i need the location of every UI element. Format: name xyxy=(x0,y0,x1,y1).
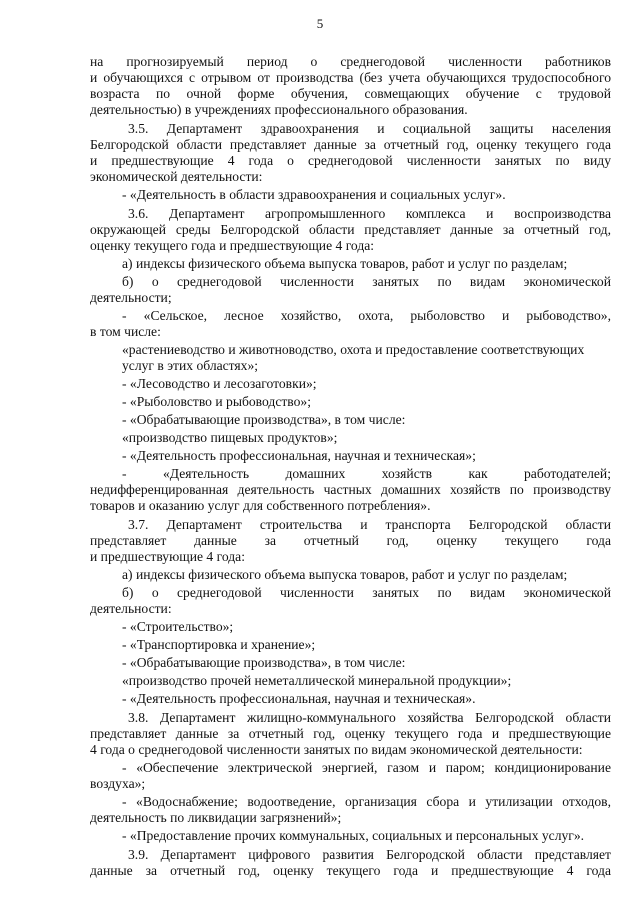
section-3-6-heading: 3.6. Департамент агропромышленного комплекса и воспроизводства xyxy=(128,206,611,221)
list-item: а) индексы физического объема выпуска товаров, работ и услуг по разделам; xyxy=(122,256,568,271)
list-item: - «Обеспечение электрической энергией, газом и паром; кондиционирование xyxy=(122,760,611,775)
list-item: - «Предоставление прочих коммунальных, социальных и персональных услуг». xyxy=(122,828,585,843)
list-item: - «Водоснабжение; водоотведение, организация сбора и утилизации отходов, xyxy=(122,794,611,809)
text-line: деятельности: xyxy=(90,601,172,616)
text-line: экономической деятельности: xyxy=(90,169,263,184)
text-line: представляет данные за отчетный год, оценку текущего года xyxy=(90,533,611,548)
section-3-5-heading: 3.5. Департамент здравоохранения и социальной защиты населения xyxy=(128,121,611,136)
section-3-9-heading: 3.9. Департамент цифрового развития Белгородской области представляет xyxy=(128,847,611,862)
text-line: на прогнозируемый период о среднегодовой численности работников xyxy=(90,54,611,69)
text-line: услуг в этих областях»; xyxy=(122,358,259,373)
list-item: - «Строительство»; xyxy=(122,619,234,634)
text-line: окружающей среды Белгородской области представляет данные за отчетный год, xyxy=(90,222,611,237)
list-item: - «Обрабатывающие производства», в том числе: xyxy=(122,412,406,427)
list-item: - «Деятельность профессиональная, научная и техническая»; xyxy=(122,448,476,463)
text-line: и обучающихся с отрывом от производства (без учета обучающихся трудоспособного xyxy=(90,70,611,85)
text-line: деятельностью) в учреждениях профессионального образования. xyxy=(90,102,468,117)
list-item: а) индексы физического объема выпуска товаров, работ и услуг по разделам; xyxy=(122,567,568,582)
text-line: и предшествующие 4 года: xyxy=(90,549,245,564)
text-line: деятельность по ликвидации загрязнений»; xyxy=(90,810,342,825)
list-item: «производство пищевых продуктов»; xyxy=(122,430,338,445)
list-item: «производство прочей неметаллической минеральной продукции»; xyxy=(122,673,512,688)
list-item: - «Обрабатывающие производства», в том числе: xyxy=(122,655,406,670)
text-line: недифференцированная деятельность частных домашних хозяйств по производству xyxy=(90,482,611,497)
list-item: - «Деятельность домашних хозяйств как работодателей; xyxy=(122,466,611,481)
text-line: в том числе: xyxy=(90,324,161,339)
text-line: деятельности; xyxy=(90,290,172,305)
text-line: воздуха»; xyxy=(90,776,146,791)
text-line: 4 года о среднегодовой численности занятых по видам экономической деятельности: xyxy=(90,742,583,757)
list-item: - «Лесоводство и лесозаготовки»; xyxy=(122,376,317,391)
text-line: данные за отчетный год, оценку текущего года и предшествующие 4 года xyxy=(90,863,611,878)
list-item: - «Сельское, лесное хозяйство, охота, рыболовство и рыбоводство», xyxy=(122,308,611,323)
text-line: Белгородской области представляет данные за отчетный год, оценку текущего года xyxy=(90,137,611,152)
text-line: товаров и оказанию услуг для собственного потребления». xyxy=(90,498,431,513)
text-line: и предшествующие 4 года о среднегодовой численности занятых по виду xyxy=(90,153,611,168)
page-number: 5 xyxy=(316,16,324,31)
text-line: представляет данные за отчетный год, оценку текущего года и предшествующие xyxy=(90,726,611,741)
list-item: - «Деятельность профессиональная, научная и техническая». xyxy=(122,691,476,706)
text-line: возраста по очной форме обучения, совмещающих обучение с трудовой xyxy=(90,86,611,101)
list-item: б) о среднегодовой численности занятых по видам экономической xyxy=(122,274,611,289)
list-item: - «Деятельность в области здравоохранения и социальных услуг». xyxy=(122,187,506,202)
section-3-8-heading: 3.8. Департамент жилищно-коммунального хозяйства Белгородской области xyxy=(128,710,611,725)
list-item: - «Транспортировка и хранение»; xyxy=(122,637,316,652)
list-item: «растениеводство и животноводство, охота и предоставление соответствующих xyxy=(122,342,585,357)
section-3-7-heading: 3.7. Департамент строительства и транспорта Белгородской области xyxy=(128,517,611,532)
text-line: оценку текущего года и предшествующие 4 года: xyxy=(90,238,375,253)
list-item: б) о среднегодовой численности занятых по видам экономической xyxy=(122,585,611,600)
list-item: - «Рыболовство и рыбоводство»; xyxy=(122,394,311,409)
